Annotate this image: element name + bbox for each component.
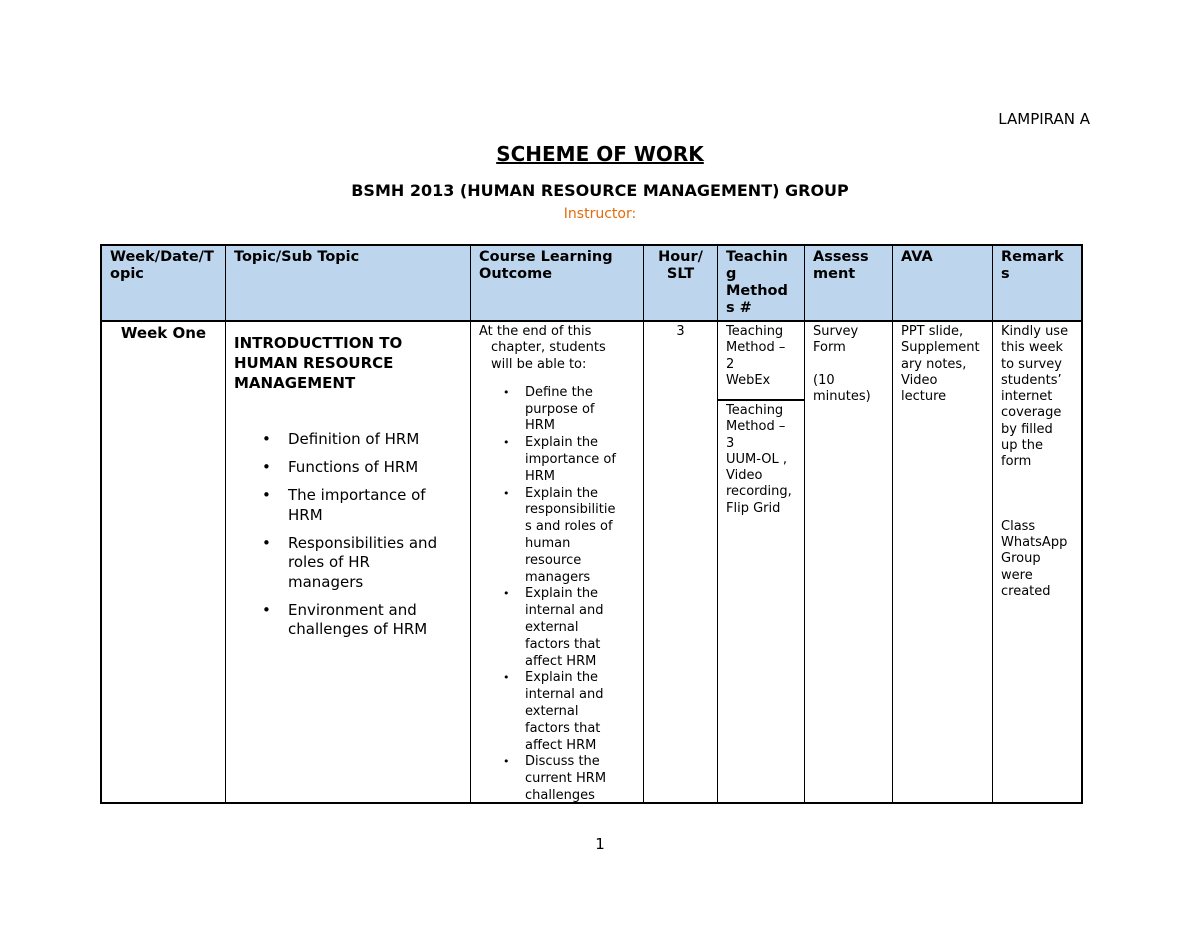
- document-title: SCHEME OF WORK: [496, 142, 704, 166]
- header-remarks: Remark s: [1001, 249, 1064, 282]
- instructor-label: Instructor:: [563, 206, 637, 222]
- hour-cell: 3: [644, 322, 718, 802]
- week-cell: Week One: [102, 322, 226, 802]
- list-item: • Responsibilities and roles of HR managers: [262, 534, 462, 593]
- teaching-method-uum-ol: Teaching Method – 3 UUM-OL , Video recording, Flip Grid: [726, 403, 792, 516]
- teaching-methods-cell: [718, 322, 805, 802]
- header-hour: Hour/ SLT: [644, 246, 718, 320]
- remarks-cell: Kindly use this week to survey students’ internet coverage by filled up the form Class WhatsApp Group were created: [1001, 324, 1069, 599]
- scheme-table: [100, 244, 1083, 804]
- teaching-method-webex: Teaching Method – 2 WebEx: [718, 322, 804, 401]
- header-week: Week/Date/T opic: [102, 246, 226, 320]
- appendix-label: LAMPIRAN A: [998, 110, 1090, 128]
- ava-cell: PPT slide, Supplement ary notes, Video lecture: [893, 322, 993, 802]
- list-item: • Definition of HRM: [262, 430, 462, 450]
- list-item: • The importance of HRM: [262, 486, 462, 525]
- list-item: • Define the purpose of HRM: [499, 385, 635, 435]
- clo-list: [499, 385, 635, 802]
- clo-intro: At the end of this chapter, students will be able to:: [479, 324, 606, 372]
- header-ava: AVA: [893, 246, 993, 320]
- list-item: • Environment and challenges of HRM: [262, 601, 462, 640]
- list-item: • Discuss the current HRM challenges: [499, 754, 635, 802]
- list-item: • Functions of HRM: [262, 458, 462, 478]
- page-number: 1: [595, 835, 605, 853]
- subtopic-list: [262, 430, 462, 640]
- assessment-cell: Survey Form (10 minutes): [805, 322, 893, 802]
- list-item: • Explain the importance of HRM: [499, 435, 635, 485]
- table-row: [102, 322, 1081, 802]
- header-assessment: Assess ment: [805, 246, 893, 320]
- course-subtitle: BSMH 2013 (HUMAN RESOURCE MANAGEMENT) GROUP: [351, 181, 849, 200]
- topic-heading: INTRODUCTTION TO HUMAN RESOURCE MANAGEMENT: [234, 334, 403, 392]
- list-item: • Explain the responsibilitie s and roles of human resource managers: [499, 486, 635, 587]
- header-teaching-methods: Teachin g Method s #: [718, 246, 805, 320]
- header-clo: Course Learning Outcome: [471, 246, 644, 320]
- list-item: • Explain the internal and external factors that affect HRM: [499, 586, 635, 670]
- topic-cell: [226, 322, 471, 802]
- header-topic: Topic/Sub Topic: [226, 246, 471, 320]
- table-header-row: [102, 246, 1081, 322]
- clo-cell: [471, 322, 644, 802]
- list-item: • Explain the internal and external factors that affect HRM: [499, 670, 635, 754]
